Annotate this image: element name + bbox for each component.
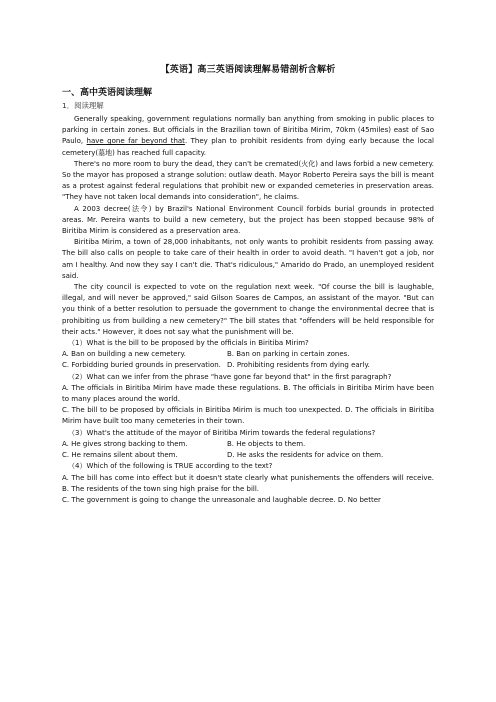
option-1c: C. Forbidding buried grounds in preservation.	[62, 361, 221, 370]
question-2-options-cd: C. The bill to be proposed by officials in Biritiba Mirim is much too unexpected. D. The officials in Biritiba Mirim have built too many cemeteries in their town.	[62, 406, 434, 426]
question-1-options-row-2	[62, 360, 434, 371]
question-1: （1）What is the bill to be proposed by the officials in Biritiba Mirim?	[68, 339, 309, 348]
question-4-options-cd: C. The government is going to change the unreasonale and laughable decree. D. No better	[62, 495, 381, 504]
passage-paragraph-3: A 2003 decree(法令) by Brazil's National Environment Council forbids burial grounds in protected areas. Mr. Pereira wants to build a new cemetery, but the project has been stopped because 98% of Biritiba Mirim is considered as a preservation area.	[62, 204, 434, 236]
question-1-options-row-1	[62, 349, 434, 360]
item-label: 1．阅读理解	[62, 101, 104, 110]
passage-paragraph-4: Biritiba Mirim, a town of 28,000 inhabitants, not only wants to prohibit residents from passing away. The bill also calls on people to take care of their health in order to avoid death. "I haven't got a job, nor am I healthy. And now they say I can't die. That's ridiculous," Amarido do Prado, an unemployed resident said.	[62, 238, 434, 280]
option-3c: C. He remains silent about them.	[62, 451, 178, 460]
option-3d: D. He asks the residents for advice on them.	[227, 451, 384, 460]
question-3-options-row-1	[62, 439, 434, 450]
document-page	[62, 62, 434, 506]
question-4-options-ab: A. The bill has come into effect but it doesn't state clearly what punishements the offenders will receive. B. The residents of the town sing high praise for the bill.	[62, 473, 434, 493]
option-1d: D. Prohibiting residents from dying early.	[227, 361, 370, 370]
question-2-options-ab: A. The officials in Biritiba Mirim have made these regulations. B. The officials in Biritiba Mirim have been to many places around the world.	[62, 383, 434, 404]
passage-paragraph-2: There's no more room to bury the dead, they can't be cremated(火化) and laws forbid a new cemetery. So the mayor has proposed a strange solution: outlaw death. Mayor Roberto Pereira says the bill is meant as a protest against federal regulations that prohibit new or expanded cemeteries in preservation areas. "They have not taken local demands into consideration", he claims.	[62, 159, 434, 202]
option-1b: B. Ban on parking in certain zones.	[227, 350, 350, 359]
paragraph-1-text-b: . They plan to prohibit residents from dying early because the local cemetery(墓地) has reached full capacity.	[62, 137, 435, 157]
question-4: （4）Which of the following is TRUE according to the text?	[68, 462, 273, 471]
section-heading: 一、高中英语阅读理解	[62, 88, 153, 98]
question-2: （2）What can we infer from the phrase "have gone far beyond that" in the first paragraph?	[68, 372, 392, 381]
option-1a: A. Ban on building a new cemetery.	[62, 350, 186, 359]
question-3-options-row-2	[62, 450, 434, 461]
question-3: （3）What's the attitude of the mayor of Biritiba Mirim towards the federal regulations?	[68, 428, 376, 437]
option-3b: B. He objects to them.	[227, 439, 306, 448]
passage-paragraph-1	[62, 114, 434, 159]
paragraph-1-text-a: Generally speaking, government regulations normally ban anything from smoking in public places to parking in certain zones. But officials in the Brazilian town of Biritiba Mirim, 70km (45miles) east of Sao Paulo,	[62, 115, 434, 146]
document-title: 【英语】高三英语阅读理解易错剖析含解析	[160, 65, 336, 75]
passage-paragraph-5: The city council is expected to vote on the regulation next week. "Of course the bill is laughable, illegal, and will never be approved," said Gilson Soares de Campos, an assistant of the mayor. "But can you think of a better resolution to persuade the government to change the environmental decree that is prohibiting us from building a new cemetery?" The bill states that "offenders will be held responsible for their acts." However, it does not say what the punishment will be.	[62, 283, 434, 336]
underlined-phrase: have gone far beyond that	[86, 137, 185, 146]
option-3a: A. He gives strong backing to them.	[62, 439, 188, 448]
